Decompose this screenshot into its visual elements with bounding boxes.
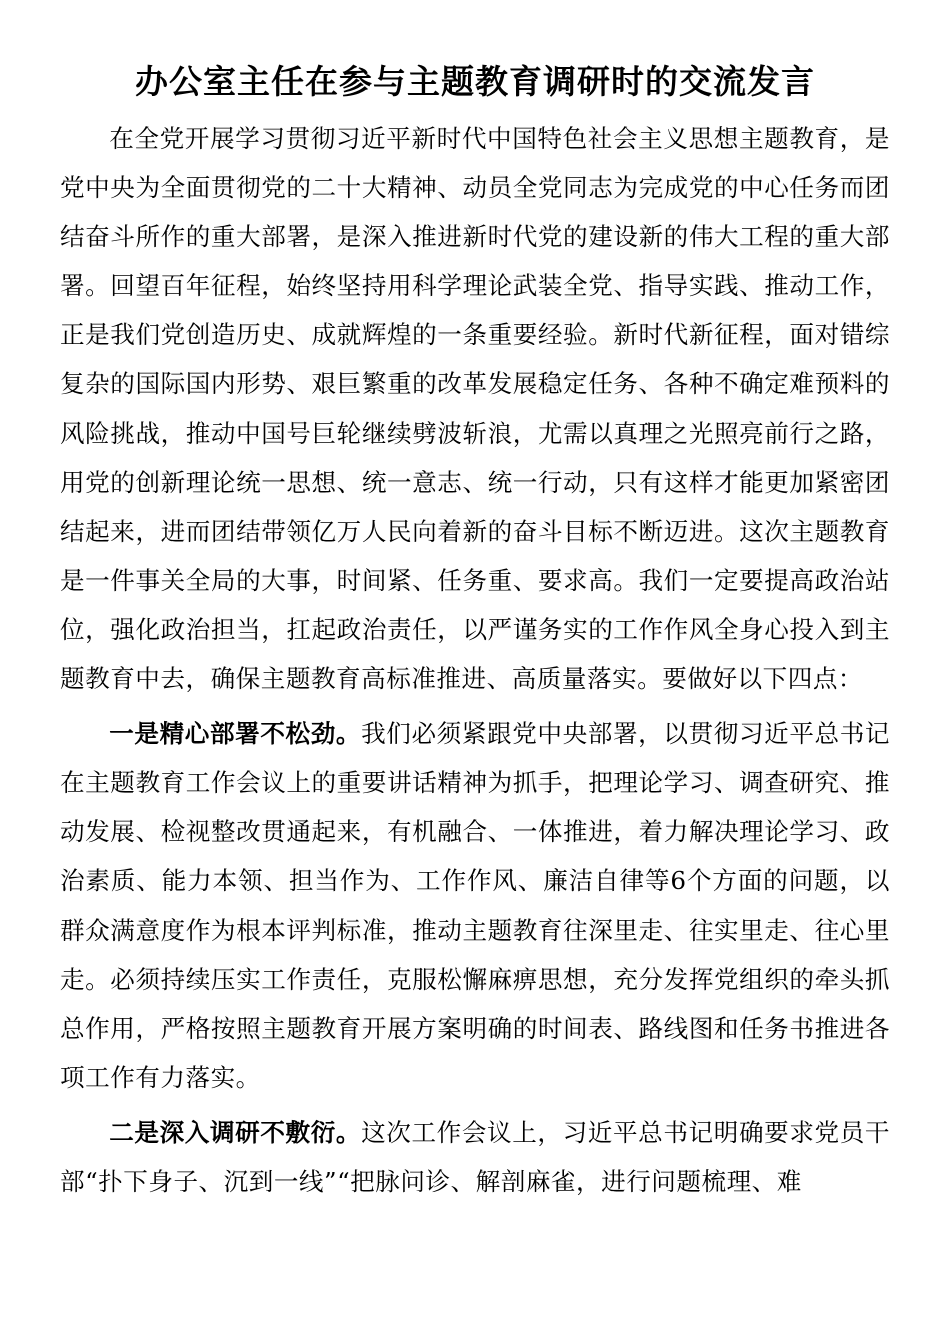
paragraph-text: 我们必须紧跟党中央部署，以贯彻习近平总书记在主题教育工作会议上的重要讲话精神为抓手，把理论学习、调查研究、推动发展、检视整改贯通起来，有机融合、一体推进，着力解决理论学习、政治素质、能力本领、担当作为、工作作风、廉洁自律等6个方面的问题，以群众满意度作为根本评判标准，推动主题教育往深里走、往实里走、往心里走。必须持续压实工作责任，克服松懈麻痹思想，充分发挥党组织的牵头抓总作用，严格按照主题教育开展方案明确的时间表、路线图和任务书推进各项工作有力落实。: [60, 719, 890, 1092]
paragraph-lead: 二是深入调研不敷衍。: [109, 1117, 362, 1147]
paragraph-lead: 一是精心部署不松劲。: [109, 719, 362, 749]
paragraph-intro: [60, 114, 890, 703]
document-body: [60, 114, 890, 1206]
paragraph-text: 在全党开展学习贯彻习近平新时代中国特色社会主义思想主题教育，是党中央为全面贯彻党的二十大精神、动员全党同志为完成党的中心任务而团结奋斗所作的重大部署，是深入推进新时代党的建设新的伟大工程的重大部署。回望百年征程，始终坚持用科学理论武装全党、指导实践、推动工作，正是我们党创造历史、成就辉煌的一条重要经验。新时代新征程，面对错综复杂的国际国内形势、艰巨繁重的改革发展稳定任务、各种不确定难预料的风险挑战，推动中国号巨轮继续劈波斩浪，尤需以真理之光照亮前行之路，用党的创新理论统一思想、统一意志、统一行动，只有这样才能更加紧密团结起来，进而团结带领亿万人民向着新的奋斗目标不断迈进。这次主题教育是一件事关全局的大事，时间紧、任务重、要求高。我们一定要提高政治站位，强化政治担当，扛起政治责任，以严谨务实的工作作风全身心投入到主题教育中去，确保主题教育高标准推进、高质量落实。要做好以下四点：: [60, 124, 890, 694]
paragraph-point-one: [60, 709, 890, 1102]
paragraph-text: 这次工作会议上，习近平总书记明确要求党员干部“扑下身子、沉到一线”“把脉问诊、解剖麻雀，进行问题梳理、难: [60, 1117, 890, 1196]
document-title: 办公室主任在参与主题教育调研时的交流发言: [135, 62, 815, 101]
paragraph-point-two: [60, 1108, 890, 1206]
